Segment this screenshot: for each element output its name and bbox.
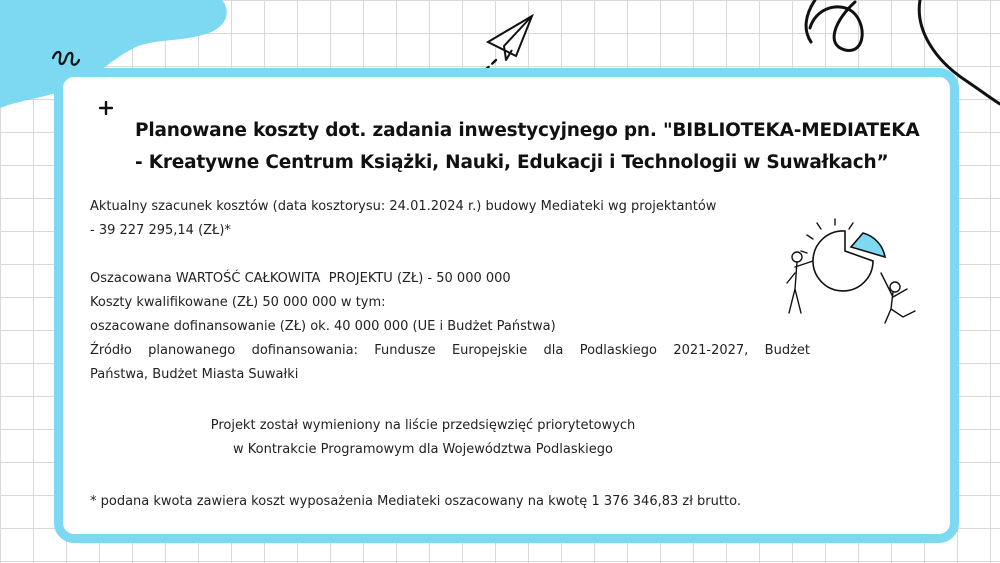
funding-source-line-2: Państwa, Budżet Miasta Suwałki: [90, 367, 299, 382]
plus-icon: [99, 101, 113, 115]
title-line-2: - Kreatywne Centrum Książki, Nauki, Edukacji i Technologii w Suwałkach”: [135, 152, 889, 173]
program-note: [163, 414, 683, 462]
pie-chart-people-illustration: [783, 217, 923, 327]
cofinancing: oszacowane dofinansowanie (ZŁ) ok. 40 000 000 (UE i Budżet Państwa): [90, 319, 556, 334]
funding-source-line-1: Źródło planowanego dofinansowania: Fundusze Europejskie dla Podlaskiego 2021-2027, Budżet: [90, 343, 810, 358]
page-title: [135, 115, 935, 179]
total-value: Oszacowana WARTOŚĆ CAŁKOWITA PROJEKTU (ZŁ) - 50 000 000: [90, 271, 511, 286]
estimate-line-2: - 39 227 295,14 (ZŁ)*: [90, 223, 231, 238]
cost-details: [90, 195, 810, 387]
program-line-1: Projekt został wymieniony na liście przedsięwzięć priorytetowych: [210, 418, 636, 433]
program-line-2: w Kontrakcie Programowym dla Województwa Podlaskiego: [233, 442, 613, 457]
content-card: [54, 68, 959, 543]
title-line-1: Planowane koszty dot. zadania inwestycyjnego pn. "BIBLIOTEKA-MEDIATEKA: [135, 120, 920, 141]
estimate-line-1: Aktualny szacunek kosztów (data kosztorysu: 24.01.2024 r.) budowy Mediateki wg projektantów: [90, 199, 717, 214]
footnote: * podana kwota zawiera koszt wyposażenia Mediateki oszacowany na kwotę 1 376 346,83 zł brutto.: [90, 494, 741, 509]
eligible-costs: Koszty kwalifikowane (ZŁ) 50 000 000 w tym:: [90, 295, 386, 310]
